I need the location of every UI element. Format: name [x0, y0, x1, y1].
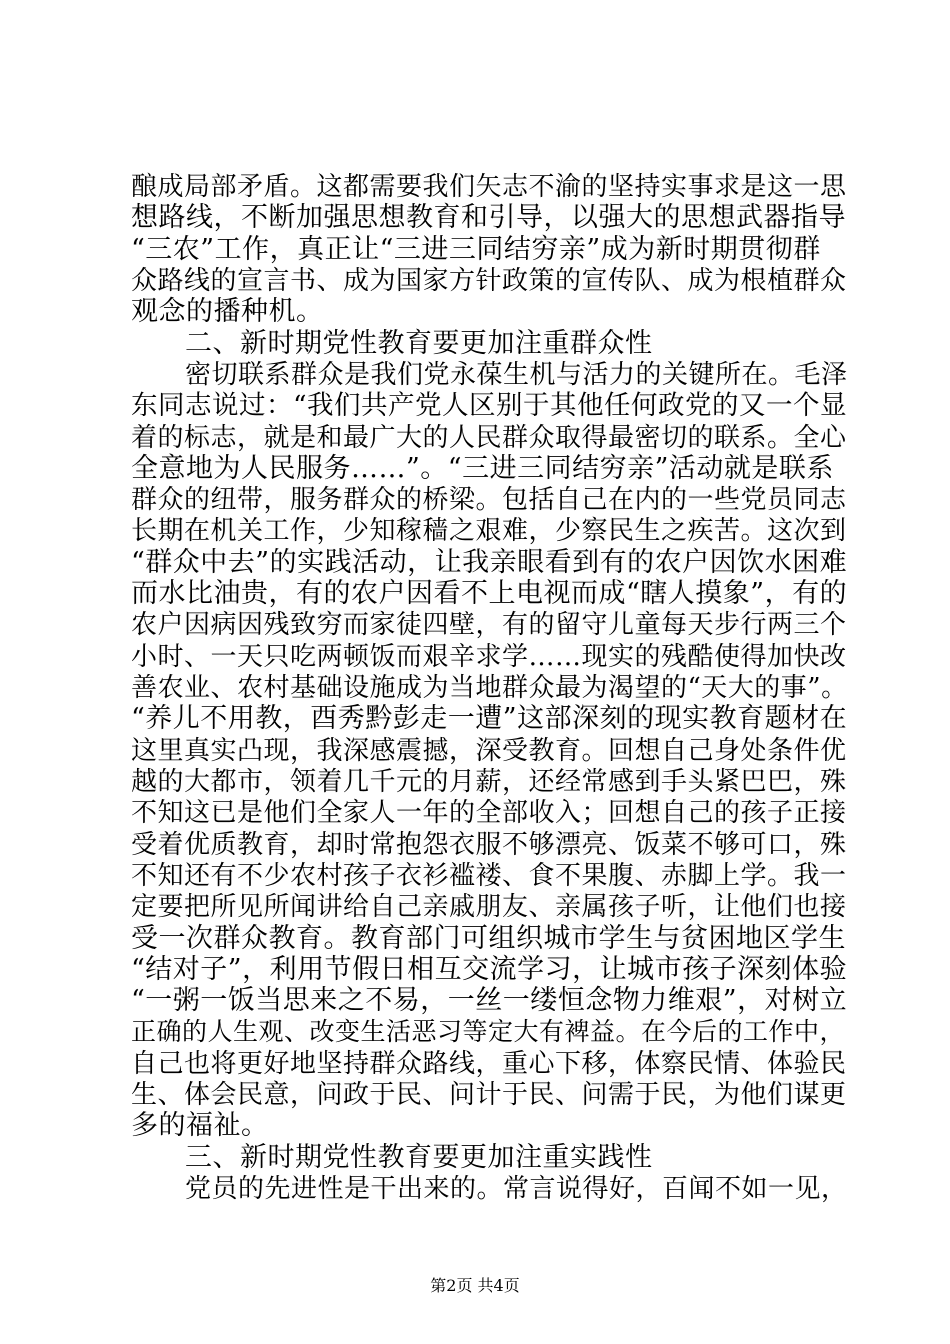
paragraph-line: 生、体会民意，问政于民、问计于民、问需于民，为他们谋更 — [131, 1080, 847, 1110]
paragraph-line: 自己也将更好地坚持群众路线，重心下移，体察民情、体验民 — [131, 1049, 847, 1079]
paragraph-line: “结对子”，利用节假日相互交流学习，让城市孩子深刻体验 — [131, 954, 848, 985]
paragraph-line: 而水比油贵，有的农户因看不上电视而成“瞎人摸象”，有的 — [131, 578, 848, 609]
paragraph-line: 东同志说过：“我们共产党人区别于其他任何政党的又一个显 — [131, 390, 848, 421]
paragraph-line: 众路线的宣言书、成为国家方针政策的宣传队、成为根植群众 — [131, 266, 847, 296]
paragraph-line: 想路线，不断加强思想教育和引导，以强大的思想武器指导 — [131, 202, 846, 233]
paragraph-line: 农户因病因残致穷而家徒四壁，有的留守儿童每天步行两三个 — [131, 610, 847, 640]
paragraph-line: 受着优质教育，却时常抱怨衣服不够漂亮、饭菜不够可口，殊 — [131, 830, 847, 860]
paragraph-line: 小时、一天只吃两顿饭而艰辛求学……现实的残酷使得加快改 — [131, 642, 847, 672]
paragraph-line: “三农”工作，真正让“三进三同结穷亲”成为新时期贯彻群 — [131, 234, 821, 265]
paragraph-line: 正确的人生观、改变生活恶习等定大有裨益。在今后的工作中， — [131, 1017, 846, 1046]
paragraph-line: 不知还有不少农村孩子衣衫褴褛、食不果腹、赤脚上学。我一 — [131, 861, 847, 891]
paragraph-line: “养儿不用教，酉秀黔彭走一遭”这部深刻的现实教育题材在 — [131, 703, 848, 734]
paragraph-line: 党员的先进性是干出来的。常言说得好，百闻不如一见， — [185, 1174, 848, 1204]
paragraph-line: “群众中去”的实践活动，让我亲眼看到有的农户因饮水困难 — [131, 547, 848, 578]
section-heading: 三、新时期党性教育要更加注重实践性 — [185, 1142, 653, 1173]
paragraph-line: 受一次群众教育。教育部门可组织城市学生与贫困地区学生 — [131, 923, 846, 954]
paragraph-line: “一粥一饭当思来之不易，一丝一缕恒念物力维艰”，对树立 — [131, 985, 848, 1016]
paragraph-line: 越的大都市，领着几千元的月薪，还经常感到手头紧巴巴，殊 — [131, 767, 847, 797]
paragraph-line: 不知这已是他们全家人一年的全部收入；回想自己的孩子正接 — [131, 798, 847, 828]
paragraph-line: 全意地为人民服务……”。“三进三同结穷亲”活动就是联系 — [131, 453, 834, 484]
paragraph-line: 长期在机关工作，少知稼穑之艰难，少察民生之疾苦。这次到 — [131, 516, 847, 546]
paragraph-line: 群众的纽带，服务群众的桥梁。包括自己在内的一些党员同志 — [131, 485, 847, 515]
page-footer: 第2页 共4页 — [430, 1276, 520, 1295]
paragraph-line: 酿成局部矛盾。这都需要我们矢志不渝的坚持实事求是这一思 — [131, 172, 847, 202]
paragraph-line: 多的福祉。 — [131, 1110, 269, 1141]
paragraph-line: 观念的播种机。 — [131, 296, 324, 327]
paragraph-line: 这里真实凸现，我深感震撼，深受教育。回想自己身处条件优 — [131, 736, 847, 766]
paragraph-line: 善农业、农村基础设施成为当地群众最为渴望的“天大的事”。 — [131, 673, 848, 703]
section-heading: 二、新时期党性教育要更加注重群众性 — [185, 328, 653, 359]
paragraph-line: 着的标志，就是和最广大的人民群众取得最密切的联系。全心 — [131, 423, 847, 453]
paragraph-line: 定要把所见所闻讲给自己亲戚朋友、亲属孩子听，让他们也接 — [131, 892, 847, 922]
paragraph-line: 密切联系群众是我们党永葆生机与活力的关键所在。毛泽 — [185, 360, 848, 390]
